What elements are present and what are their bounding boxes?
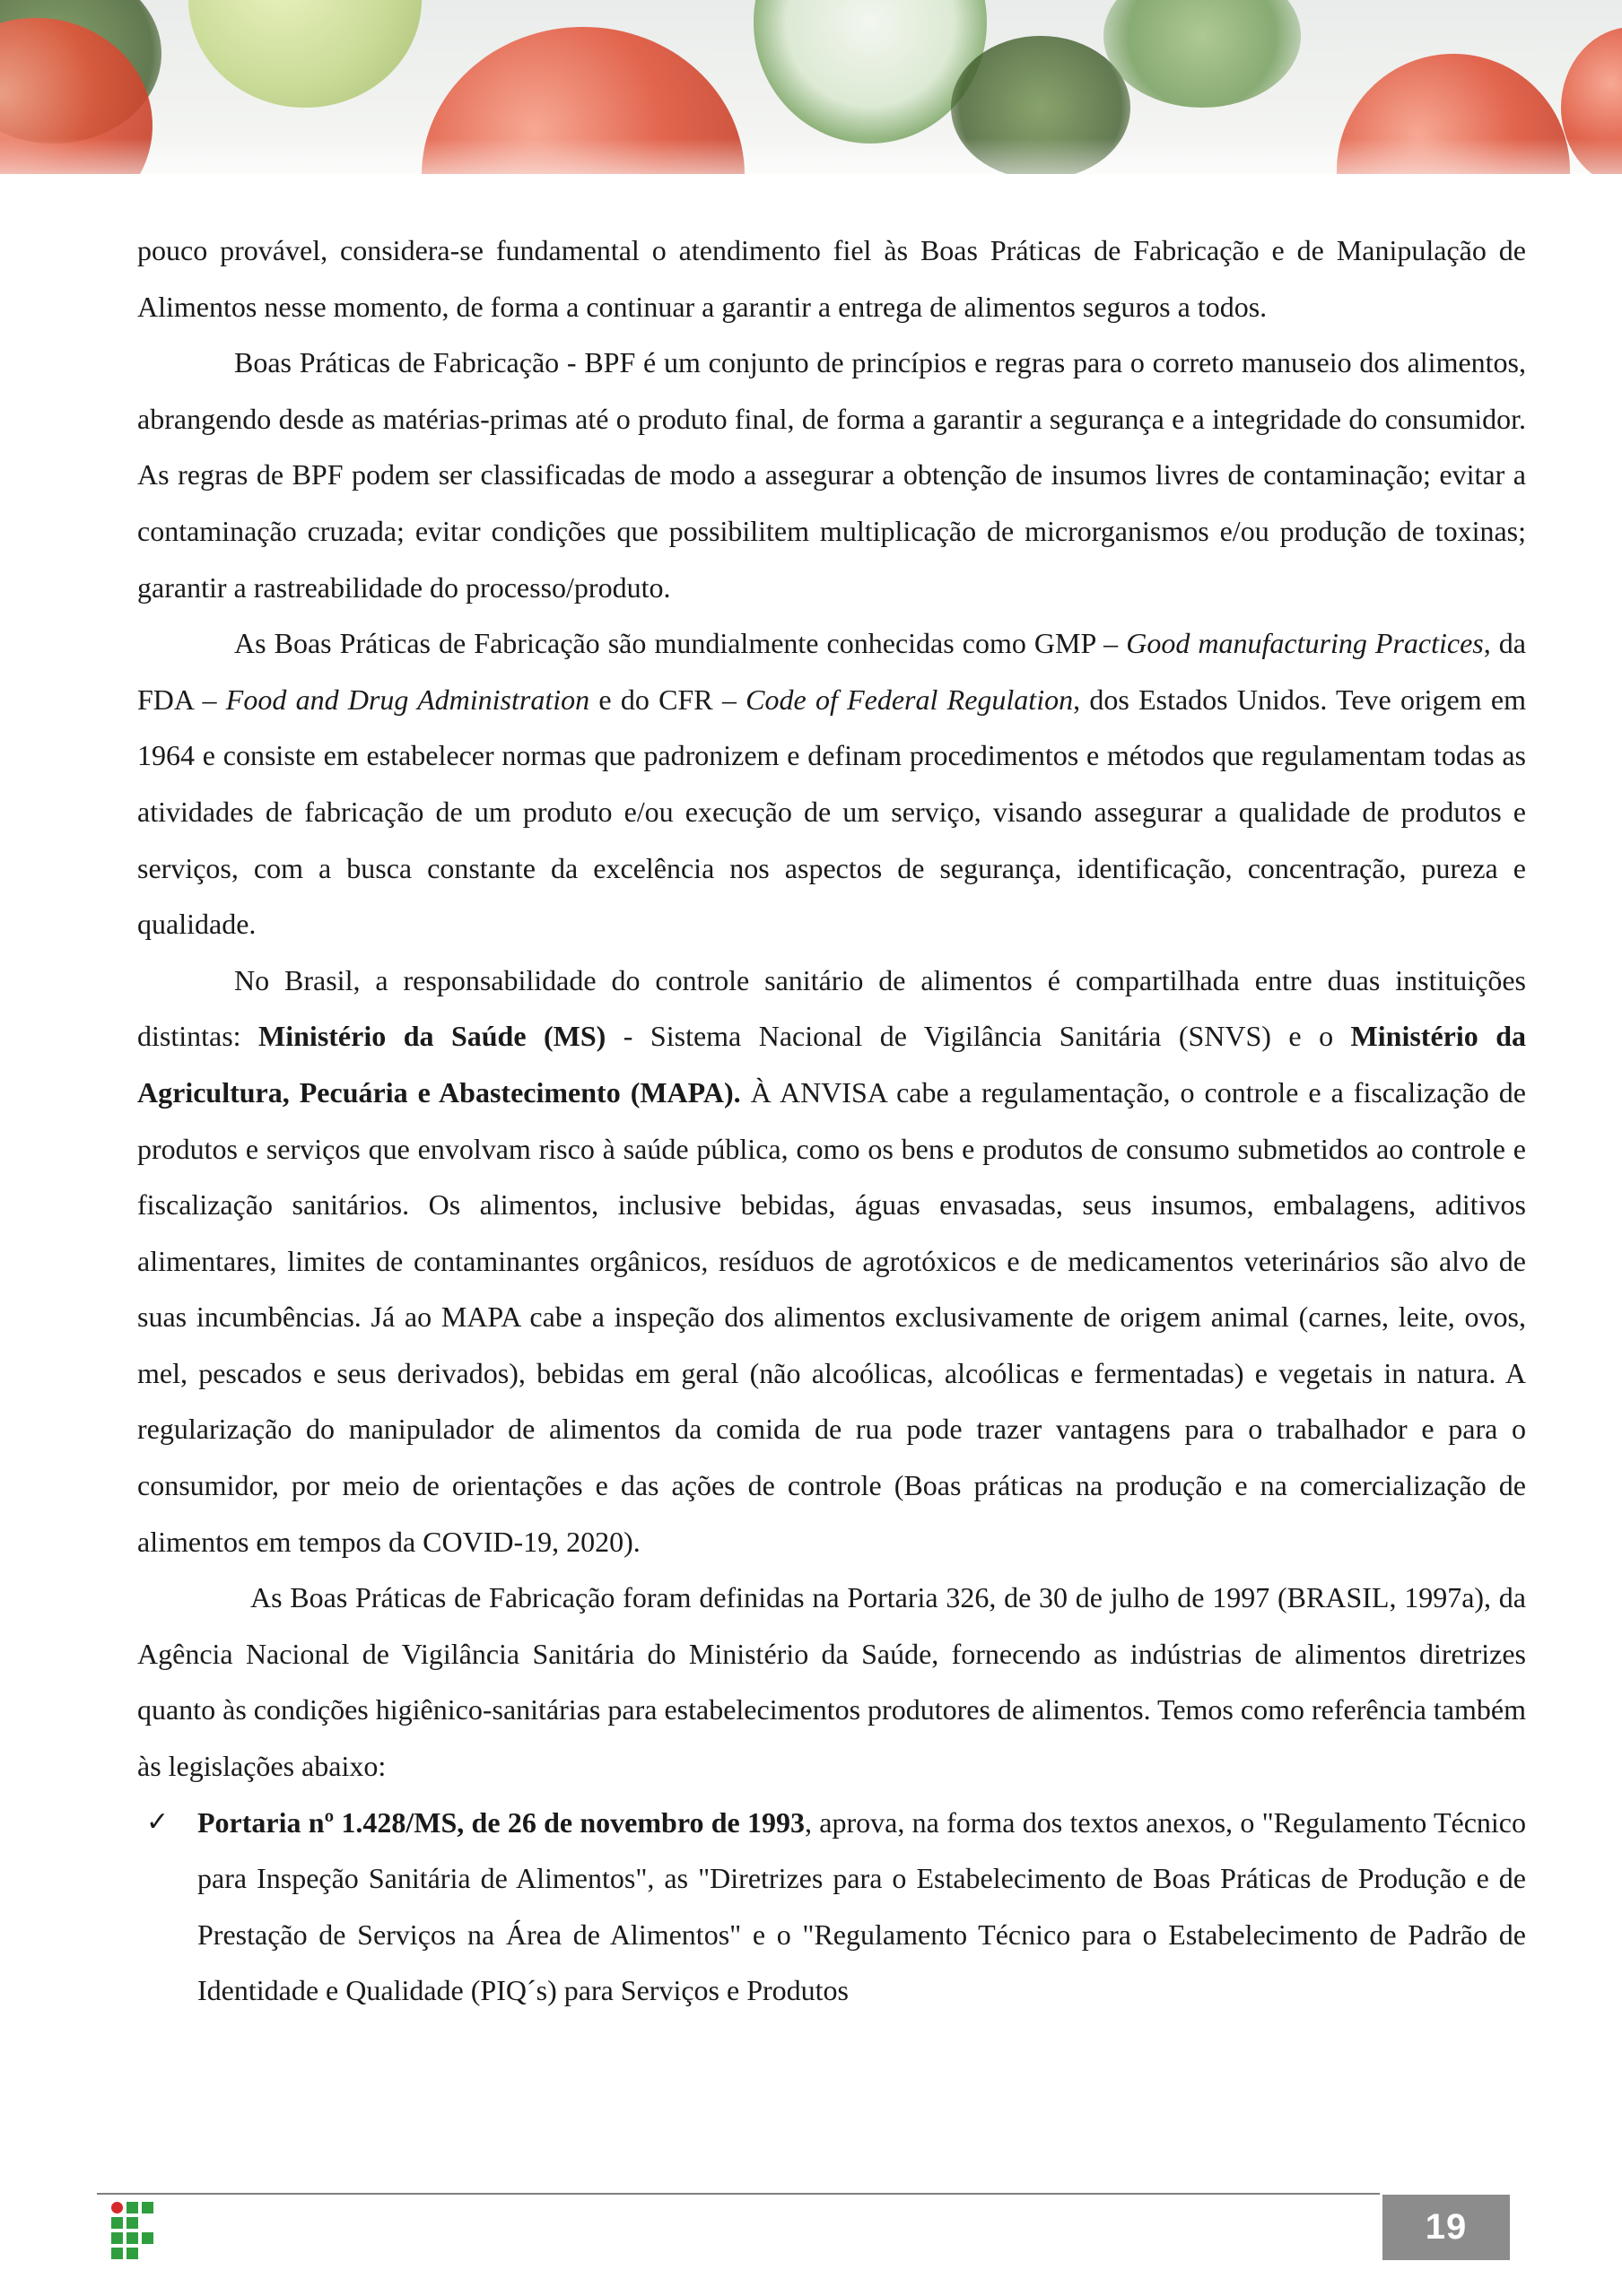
document-body <box>137 222 1526 2019</box>
paragraph: As Boas Práticas de Fabricação são mundialmente conhecidas como GMP – Good manufacturing Practices, da FDA – Food and Drug Administration e do CFR – Code of Federal Regulation, dos Estados Unidos. Teve origem em 1964 e consiste em estabelecer normas que padronizem e definam procedimentos e métodos que regulamentam todas as atividades de fabricação de um produto e/ou execução de um serviço, visando assegurar a qualidade de produtos e serviços, com a busca constante da excelência nos aspectos de segurança, identificação, concentração, pureza e qualidade. <box>137 627 1527 941</box>
institution-logo-icon <box>111 2202 158 2259</box>
leaf-icon <box>1103 0 1301 108</box>
paragraph: No Brasil, a responsabilidade do controle sanitário de alimentos é compartilhada entre duas instituições distintas: Ministério da Saúde (MS) - Sistema Nacional de Vigilância Sanitária (SNVS) e o Ministério da Agricultura, Pecuária e Abastecimento (MAPA). À ANVISA cabe a regulamentação, o controle e a fiscalização de produtos e serviços que envolvam risco à saúde pública, como os bens e produtos de consumo submetidos ao controle e fiscalização sanitários. Os alimentos, inclusive bebidas, águas envasadas, seus insumos, embalagens, aditivos alimentares, limites de contaminantes orgânicos, resíduos de agrotóxicos e de medicamentos veterinários são alvo de suas incumbências. Já ao MAPA cabe a inspeção dos alimentos exclusivamente de origem animal (carnes, leite, ovos, mel, pescados e seus derivados), bebidas em geral (não alcoólicas, alcoólicas e fermentadas) e vegetais in natura. A regularização do manipulador de alimentos da comida de rua pode trazer vantagens para o trabalhador e para o consumidor, por meio de orientações e das ações de controle (Boas práticas na produção e na comercialização de alimentos em tempos da COVID-19, 2020). <box>137 963 1527 1558</box>
list-item: ✓ Portaria nº 1.428/MS, de 26 de novembro de 1993, aprova, na forma dos textos anexos, o "Regulamento Técnico para Inspeção Sanitária de Alimentos", as "Diretrizes para o Estabelecimento de Boas Práticas de Produção e de Prestação de Serviços na Área de Alimentos" e o "Regulamento Técnico para o Estabelecimento de Padrão de Identidade e Qualidade (PIQ´s) para Serviços e Produtos <box>137 1795 1526 2019</box>
paragraph: As Boas Práticas de Fabricação foram definidas na Portaria 326, de 30 de julho de 1997 (BRASIL, 1997a), da Agência Nacional de Vigilância Sanitária do Ministério da Saúde, fornecendo as indústrias de alimentos diretrizes quanto às condições higiênico-sanitárias para estabelecimentos produtores de alimentos. Temos como referência também às legislações abaixo: <box>137 1581 1526 1783</box>
footer-divider <box>97 2193 1380 2195</box>
paragraph: pouco provável, considera-se fundamental o atendimento fiel às Boas Práticas de Fabricação e de Manipulação de Alimentos nesse momento, de forma a continuar a garantir a entrega de alimentos seguros a todos. <box>137 234 1526 323</box>
cucumber-icon <box>754 0 987 144</box>
paragraph: Boas Práticas de Fabricação - BPF é um conjunto de princípios e regras para o correto manuseio dos alimentos, abrangendo desde as matérias-primas até o produto final, de forma a garantir a segurança e a integridade do consumidor. As regras de BPF podem ser classificadas de modo a assegurar a obtenção de insumos livres de contaminação; evitar a contaminação cruzada; evitar condições que possibilitem multiplicação de microrganismos e/ou produção de toxinas; garantir a rastreabilidade do processo/produto. <box>137 346 1526 604</box>
apple-icon <box>188 0 422 108</box>
header-banner <box>0 0 1622 174</box>
checkmark-icon: ✓ <box>146 1805 170 1838</box>
page-number: 19 <box>1382 2195 1510 2260</box>
